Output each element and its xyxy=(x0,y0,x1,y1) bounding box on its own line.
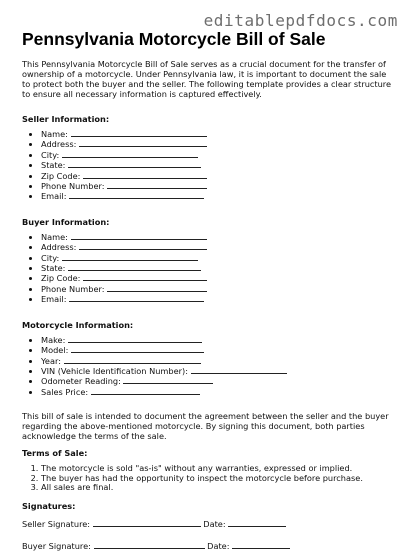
seller-address-blank[interactable] xyxy=(79,139,207,147)
buyer-fields xyxy=(22,232,394,305)
seller-phone-blank[interactable] xyxy=(107,181,207,189)
seller-zip-field: • Zip Code: xyxy=(41,171,394,181)
seller-address-field: • Address: xyxy=(41,139,394,149)
seller-date-label: Date: xyxy=(203,519,226,530)
terms-heading: Terms of Sale: xyxy=(22,448,88,459)
buyer-zip-field: • Zip Code: xyxy=(41,273,394,283)
document-body xyxy=(22,59,394,551)
seller-fields xyxy=(22,129,394,202)
motorcycle-odometer-blank[interactable] xyxy=(123,376,213,384)
motorcycle-vin-blank[interactable] xyxy=(191,366,287,374)
motorcycle-heading: Motorcycle Information: xyxy=(22,319,134,330)
agreement-paragraph: This bill of sale is intended to document the agreement between the seller and the buyer regarding the above-mentioned motorcycle. By signing this document, both parties acknowledge the terms of the sale. xyxy=(22,411,389,442)
buyer-signature-label: Buyer Signature: xyxy=(22,541,91,551)
buyer-city-field: • City: xyxy=(41,253,394,263)
seller-email-field: • Email: xyxy=(41,191,394,201)
buyer-name-blank[interactable] xyxy=(71,232,207,240)
buyer-phone-blank[interactable] xyxy=(107,284,207,292)
seller-name-field: • Name: xyxy=(41,129,394,139)
watermark: editablepdfdocs.com xyxy=(203,11,398,30)
seller-city-blank[interactable] xyxy=(62,150,198,158)
seller-email-blank[interactable] xyxy=(69,191,204,199)
buyer-state-field: • State: xyxy=(41,263,394,273)
seller-signature-blank[interactable] xyxy=(93,519,201,527)
motorcycle-make-blank[interactable] xyxy=(68,335,202,343)
seller-signature-label: Seller Signature: xyxy=(22,519,91,530)
buyer-city-blank[interactable] xyxy=(62,253,198,261)
buyer-name-field: • Name: xyxy=(41,232,394,242)
intro-paragraph: This Pennsylvania Motorcycle Bill of Sale serves as a crucial document for the transfer of ownership of a motorcycle. Under Pennsylvania law, it is important to document the sale to protect both the buyer and the seller. The following template provides a clear structure to ensure all necessary information is captured effectively. xyxy=(22,59,392,99)
signatures-heading: Signatures: xyxy=(22,501,76,512)
buyer-date-blank[interactable] xyxy=(232,541,290,549)
terms-item: 3. All sales are final. xyxy=(41,483,394,492)
motorcycle-year-field: • Year: xyxy=(41,356,394,366)
buyer-signature-blank[interactable] xyxy=(94,541,205,549)
motorcycle-model-blank[interactable] xyxy=(71,345,204,353)
buyer-address-field: • Address: xyxy=(41,242,394,252)
buyer-address-blank[interactable] xyxy=(79,242,207,250)
buyer-signature-row xyxy=(22,541,394,551)
motorcycle-price-blank[interactable] xyxy=(91,387,200,395)
seller-state-field: • State: xyxy=(41,160,394,170)
seller-phone-field: • Phone Number: xyxy=(41,181,394,191)
seller-name-blank[interactable] xyxy=(71,129,207,137)
motorcycle-make-field: • Make: xyxy=(41,335,394,345)
seller-date-blank[interactable] xyxy=(228,519,286,527)
motorcycle-vin-field: • VIN (Vehicle Identification Number): xyxy=(41,366,394,376)
seller-state-blank[interactable] xyxy=(68,160,201,168)
motorcycle-price-field: • Sales Price: xyxy=(41,387,394,397)
seller-signature-row xyxy=(22,519,394,529)
terms-list xyxy=(22,464,394,492)
motorcycle-fields xyxy=(22,335,394,397)
terms-item: 1. The motorcycle is sold "as-is" without any warranties, expressed or implied. xyxy=(41,464,394,473)
buyer-zip-blank[interactable] xyxy=(83,273,207,281)
buyer-email-blank[interactable] xyxy=(69,294,204,302)
motorcycle-year-blank[interactable] xyxy=(64,356,201,364)
terms-item: 2. The buyer has had the opportunity to inspect the motorcycle before purchase. xyxy=(41,474,394,483)
seller-heading: Seller Information: xyxy=(22,114,110,124)
buyer-heading: Buyer Information: xyxy=(22,216,110,227)
buyer-phone-field: • Phone Number: xyxy=(41,284,394,294)
document-title: Pennsylvania Motorcycle Bill of Sale xyxy=(22,29,326,49)
motorcycle-odometer-field: • Odometer Reading: xyxy=(41,376,394,386)
seller-zip-blank[interactable] xyxy=(83,171,207,179)
buyer-date-label: Date: xyxy=(207,541,230,551)
motorcycle-model-field: • Model: xyxy=(41,345,394,355)
seller-city-field: • City: xyxy=(41,150,394,160)
buyer-email-field: • Email: xyxy=(41,294,394,304)
buyer-state-blank[interactable] xyxy=(68,263,201,271)
